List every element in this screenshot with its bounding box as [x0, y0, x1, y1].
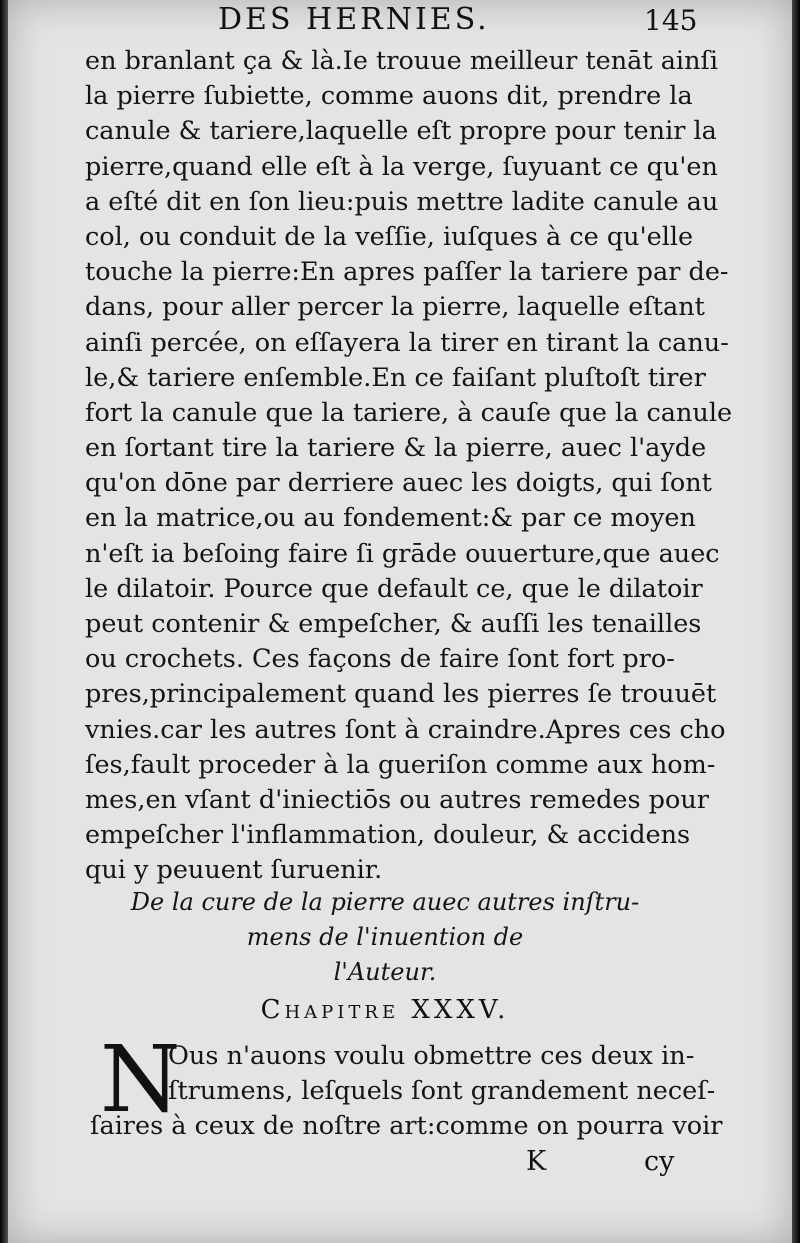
- book-page: [8, 0, 792, 1243]
- text-line: peut contenir & empeſcher, & auſſi les tenailles: [85, 609, 702, 639]
- running-head: [8, 2, 792, 42]
- chapter-text: [90, 1038, 723, 1144]
- text-line: canule & tariere,laquelle eſt propre pour tenir la: [85, 116, 717, 147]
- text-line: fort la canule que la tariere, à cauſe que la canule: [85, 397, 733, 428]
- text-line: dans, pour aller percer la pierre, laquelle eſtant: [85, 292, 705, 323]
- text-line: la pierre ſubiette, comme auons dit, prendre la: [85, 81, 693, 112]
- text-line: n'eſt ia beſoing faire ſi grāde ouuerture,que auec: [85, 538, 720, 569]
- text-line: col, ou conduit de la veſſie, iuſques à ce qu'elle: [85, 221, 694, 252]
- section-heading: [85, 885, 685, 990]
- chapter-heading: Chapitre XXXV.: [260, 995, 510, 1025]
- signature-mark: K: [526, 1146, 547, 1177]
- text-line: pres,principalement quand les pierres ſe trouuēt: [85, 679, 717, 710]
- text-line: ſaires à ceux de noſtre art:comme on pourra voir: [90, 1111, 723, 1142]
- text-line: touche la pierre:En apres paſſer la tariere par de-: [85, 257, 729, 288]
- text-line: qui y peuuent ſuruenir.: [85, 855, 383, 886]
- text-line: le,& tariere enſemble.En ce faiſant pluſtoſt tirer: [85, 362, 706, 393]
- running-title: DES HERNIES.: [218, 2, 490, 37]
- section-heading-line: De la cure de la pierre auec autres inſtru-: [130, 888, 640, 916]
- text-line: qu'on dōne par derriere auec les doigts, qui ſont: [85, 468, 712, 499]
- text-line: mes,en vſant d'iniectiōs ou autres remedes pour: [85, 784, 709, 815]
- text-line: ſtrumens, leſquels ſont grandement neceſ-: [168, 1076, 716, 1107]
- text-line: pierre,quand elle eſt à la verge, ſuyuant ce qu'en: [85, 151, 718, 182]
- text-line: en ſortant tire la tariere & la pierre, auec l'ayde: [85, 433, 707, 464]
- body-text: [85, 44, 733, 889]
- text-line: empeſcher l'inflammation, douleur, & accidens: [85, 820, 691, 851]
- section-heading-line: mens de l'inuention de: [246, 923, 524, 951]
- page-edge-right: [792, 0, 800, 1243]
- page-number: 145: [644, 4, 698, 37]
- catchword: cy: [644, 1146, 675, 1177]
- text-line: ſes,fault proceder à la gueriſon comme aux hom-: [85, 749, 716, 780]
- text-line: vnies.car les autres ſont à craindre.Apres ces cho: [85, 714, 726, 745]
- text-line: en la matrice,ou au fondement:& par ce moyen: [85, 503, 696, 534]
- page-edge-left: [0, 0, 8, 1243]
- section-heading-line: l'Auteur.: [333, 958, 437, 986]
- text-line: ou crochets. Ces façons de faire ſont fort pro-: [85, 644, 675, 675]
- text-line: Ous n'auons voulu obmettre ces deux in-: [168, 1041, 695, 1071]
- text-line: a eſté dit en ſon lieu:puis mettre ladite canule au: [85, 186, 719, 217]
- text-line: le dilatoir. Pource que default ce, que le dilatoir: [85, 573, 703, 604]
- text-line: en branlant ça & là.Ie trouue meilleur tenāt ainſi: [85, 46, 719, 76]
- text-line: ainſi percée, on eſſayera la tirer en tirant la canu-: [85, 327, 729, 358]
- drop-cap: N: [100, 1026, 181, 1133]
